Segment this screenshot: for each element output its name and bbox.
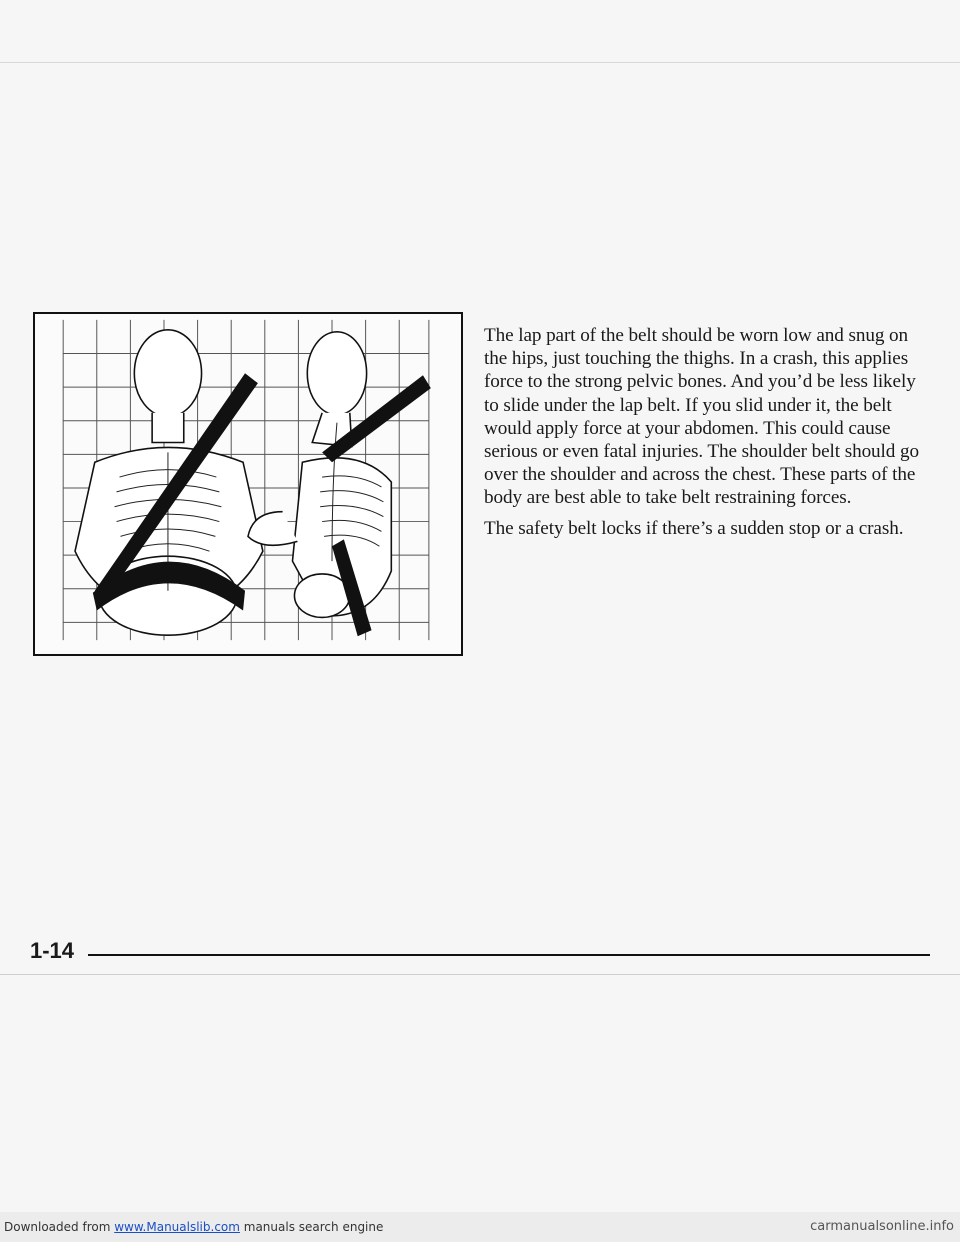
paragraph-lap-belt: The lap part of the belt should be worn low and snug on the hips, just touching the thighs. In a crash, this applies force to the strong pelvic bones. And you’d be less likely to slide under the lap belt. If you slid under it, the belt would apply force at your abdomen. This could cause serious or even fatal injuries. The shoulder belt should go over the shoulder and across the chest. These parts of the body are best able to take belt restraining forces. — [484, 325, 919, 509]
footer-source — [4, 1212, 383, 1242]
footer-suffix: manuals search engine — [239, 1220, 384, 1234]
page-top-edge — [0, 62, 960, 63]
page-rule — [88, 954, 930, 956]
footer-prefix: Downloaded from — [4, 1220, 115, 1234]
download-footer — [0, 1212, 960, 1242]
page-bottom-edge — [0, 974, 960, 975]
body-text — [484, 324, 934, 547]
manualslib-link[interactable]: www.Manualslib.com — [114, 1220, 240, 1234]
page-number: 1-14 — [30, 938, 75, 963]
skeleton-belt-drawing — [35, 314, 461, 654]
safety-belt-illustration — [33, 312, 463, 656]
watermark: carmanualsonline.info — [810, 1219, 954, 1234]
paragraph-belt-locks: The safety belt locks if there’s a sudden stop or a crash. — [484, 517, 904, 539]
